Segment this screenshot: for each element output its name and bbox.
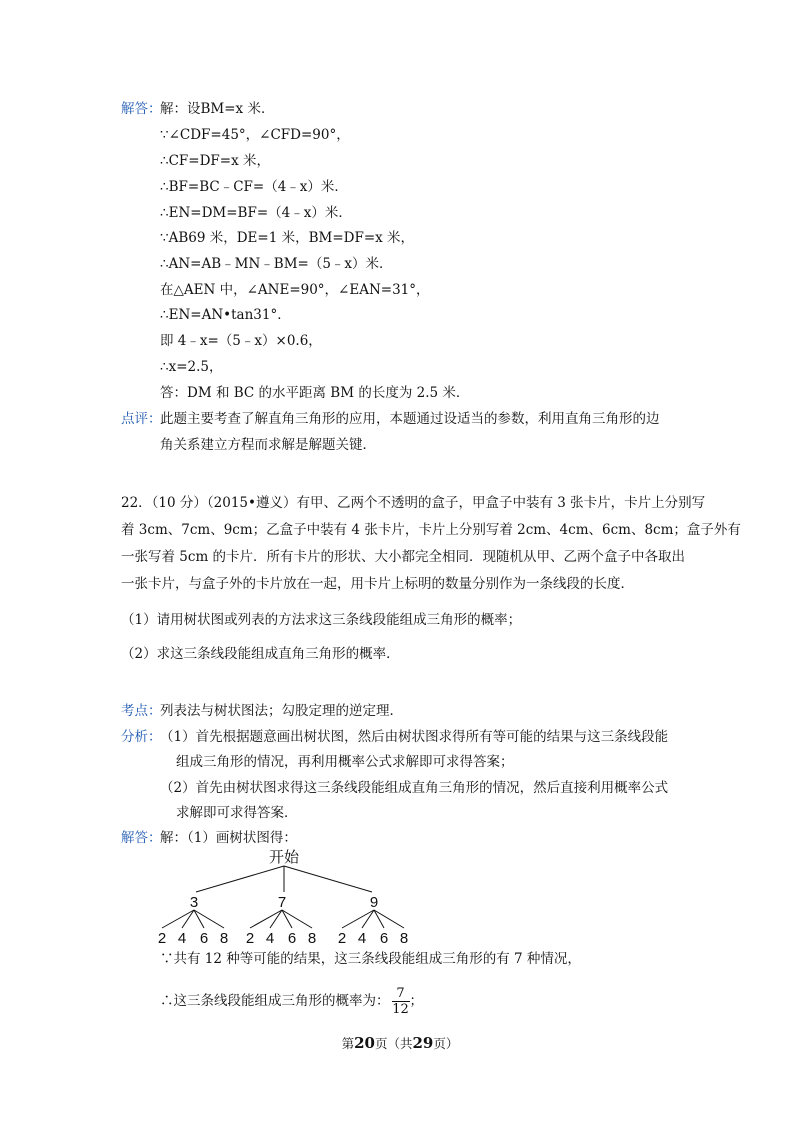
tree-leaf-label: 2 [157, 930, 167, 947]
solution-line: 在△AEN 中，∠ANE=90°，∠EAN=31°， [160, 282, 430, 298]
problem-part-1: （1）请用树状图或列表的方法求这三条线段能组成三角形的概率； [121, 612, 522, 628]
solution-result-line: ∵共有 12 种等可能的结果，这三条线段能组成三角形的有 7 种情况， [160, 951, 581, 967]
probability-fraction [392, 986, 410, 1017]
solution-line: 即 4﹣x=（5﹣x）×0.6， [160, 333, 322, 349]
comment-line: 角关系建立方程而求解是解题关键． [160, 437, 376, 453]
footer-prefix: 第 [341, 1036, 355, 1051]
problem-line: 一张卡片，与盒子外的卡片放在一起，用卡片上标明的数量分别作为一条线段的长度． [121, 576, 634, 592]
problem-line: 着 3cm、7cm、9cm；乙盒子中装有 4 张卡片，卡片上分别写着 2cm、4cm、6cm、8cm；盒子外有 [121, 522, 741, 538]
probability-tree-diagram [152, 848, 422, 948]
comment-tag: 点评： [121, 411, 162, 427]
solution-line: ∴EN=AN•tan31°． [160, 307, 291, 323]
solution-tag: 解答： [121, 101, 162, 117]
solution-line: ∴CF=DF=x 米， [160, 153, 271, 169]
footer-page-number: 20 [354, 1034, 375, 1052]
tree-leaf-lines [162, 910, 404, 928]
tree-leaf-label: 6 [199, 930, 209, 947]
solution-line: 解：设BM=x 米． [160, 101, 275, 117]
tree-branch-label: 3 [189, 894, 199, 911]
page-footer [0, 1034, 800, 1053]
solution-line: ∵AB69 米，DE=1 米，BM=DF=x 米， [160, 230, 415, 246]
problem-line: 一张写着 5cm 的卡片．所有卡片的形状、大小都完全相同．现随机从甲、乙两个盒子中各取出 [121, 549, 686, 565]
solution-line: ∴EN=DM=BF=（4﹣x）米． [160, 205, 352, 221]
probability-text: ∴这三条线段能组成三角形的概率为： [160, 993, 390, 1009]
solution-line: ∴BF=BC﹣CF=（4﹣x）米． [160, 179, 348, 195]
tree-leaf-label: 4 [265, 930, 275, 947]
tree-branch-label: 9 [369, 894, 379, 911]
analysis-line: 组成三角形的情况，再利用概率公式求解即可求得答案； [176, 754, 514, 770]
solution-line: ∴x=2.5， [160, 359, 223, 375]
point-tag: 考点： [121, 703, 162, 719]
solution-line: ∴AN=AB﹣MN﹣BM=（5﹣x）米． [160, 256, 393, 272]
analysis-line: 求解即可求得答案． [176, 805, 298, 821]
problem-part-2: （2）求这三条线段能组成直角三角形的概率． [121, 646, 400, 662]
analysis-line: （2）首先由树状图求得这三条线段能组成直角三角形的情况，然后直接利用概率公式 [160, 780, 669, 796]
tree-leaf-label: 8 [219, 930, 229, 947]
tree-leaf-label: 8 [399, 930, 409, 947]
analysis-tag: 分析： [121, 729, 162, 745]
tree-leaf-label: 6 [287, 930, 297, 947]
analysis-line: （1）首先根据题意画出树状图，然后由树状图求得所有等可能的结果与这三条线段能 [160, 729, 669, 745]
tree-leaf-label: 8 [307, 930, 317, 947]
point-text: 列表法与树状图法；勾股定理的逆定理． [160, 703, 403, 719]
tree-leaf-label: 2 [337, 930, 347, 947]
solution-tag: 解答： [121, 830, 162, 846]
probability-tail: ； [409, 993, 423, 1009]
solution-intro: 解：（1）画树状图得： [160, 830, 297, 846]
tree-leaf-label: 4 [357, 930, 367, 947]
tree-leaf-label: 4 [177, 930, 187, 947]
footer-middle: 页（共 [374, 1036, 413, 1051]
tree-branch-label: 7 [277, 894, 287, 911]
tree-root-label: 开始 [268, 849, 300, 866]
solution-line: ∵∠CDF=45°，∠CFD=90°， [160, 127, 350, 143]
solution-probability-line [160, 983, 423, 1019]
tree-leaf-label: 2 [245, 930, 255, 947]
footer-suffix: 页） [433, 1036, 459, 1051]
tree-leaf-label: 6 [379, 930, 389, 947]
solution-line: 答：DM 和 BC 的水平距离 BM 的长度为 2.5 米． [160, 385, 470, 401]
comment-line: 此题主要考查了解直角三角形的应用，本题通过设适当的参数，利用直角三角形的边 [160, 411, 660, 427]
problem-line: 22．（10 分）（2015•遵义）有甲、乙两个不透明的盒子，甲盒子中装有 3 张卡片，卡片上分别写 [121, 495, 706, 511]
fraction-numerator: 7 [396, 986, 405, 1001]
fraction-denominator: 12 [392, 1002, 409, 1017]
tree-root-lines [196, 866, 372, 892]
footer-total-pages: 29 [412, 1034, 434, 1052]
